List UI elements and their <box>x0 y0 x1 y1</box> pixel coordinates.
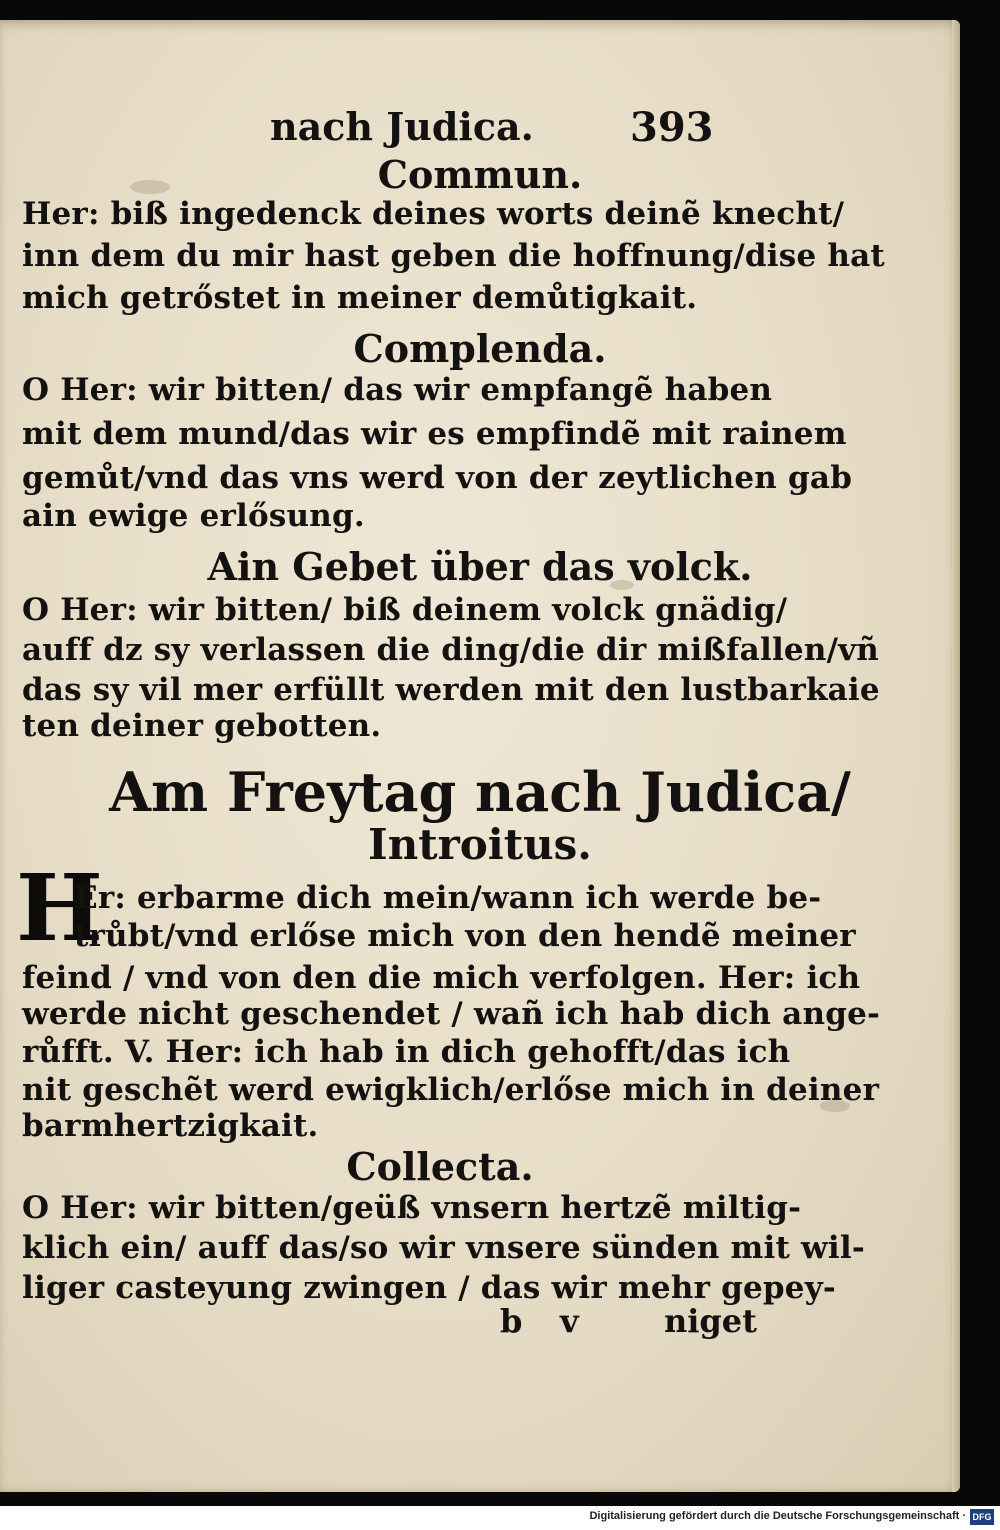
complenda-line: gemůt/vnd das vns werd von der zeytlichen gab <box>22 460 853 496</box>
introitus-line: trůbt/vnd erlőse mich von den hendẽ meiner <box>74 918 856 954</box>
catchword: niget <box>664 1302 757 1340</box>
credit-text: Digitalisierung gefördert durch die Deutsche Forschungsgemeinschaft · <box>589 1510 966 1522</box>
commun-line: inn dem du mir hast geben die hoffnung/dise hat <box>22 238 885 274</box>
credit-bar <box>0 1506 1000 1530</box>
page-text <box>0 20 960 1492</box>
collecta-line: O Her: wir bitten/geüß vnsern hertzẽ miltig- <box>22 1190 802 1226</box>
introitus-line: barmhertzigkait. <box>22 1108 319 1144</box>
complenda-line: mit dem mund/das wir es empfindẽ mit rainem <box>22 416 847 452</box>
freytag-heading: Am Freytag nach Judica/ <box>109 760 851 824</box>
gebet-line: O Her: wir bitten/ biß deinem volck gnädig/ <box>22 592 788 628</box>
gebet-heading: Ain Gebet über das volck. <box>207 544 753 589</box>
complenda-line: O Her: wir bitten/ das wir empfangẽ haben <box>22 372 773 408</box>
introitus-line: feind / vnd von den die mich verfolgen. Her: ich <box>22 960 861 996</box>
page-number: 393 <box>630 104 714 151</box>
dfg-logo-icon: DFG <box>970 1509 994 1525</box>
drop-capital: H <box>16 854 103 962</box>
running-title: nach Judica. <box>270 104 534 149</box>
introitus-line: růfft. V. Her: ich hab in dich gehofft/das ich <box>22 1034 791 1070</box>
signature-mark-v: v <box>560 1302 579 1340</box>
collecta-line: klich ein/ auff das/so wir vnsere sünden mit wil- <box>22 1230 865 1266</box>
complenda-heading: Complenda. <box>353 326 607 371</box>
signature-mark-b: b <box>500 1302 523 1340</box>
book-page <box>0 20 960 1492</box>
gebet-line: das sy vil mer erfüllt werden mit den lustbarkaie <box>22 672 880 708</box>
introitus-line: werde nicht geschendet / wañ ich hab dich ange- <box>22 996 881 1032</box>
collecta-line: liger casteyung zwingen / das wir mehr gepey- <box>22 1270 837 1306</box>
introitus-heading: Introitus. <box>368 820 592 869</box>
gebet-line: ten deiner gebotten. <box>22 708 382 744</box>
complenda-line: ain ewige erlősung. <box>22 498 365 534</box>
introitus-line: nit geschẽt werd ewigklich/erlőse mich in deiner <box>22 1072 880 1108</box>
commun-heading: Commun. <box>377 152 583 197</box>
collecta-heading: Collecta. <box>346 1144 534 1189</box>
gebet-line: auff dz sy verlassen die ding/die dir mißfallen/vñ <box>22 632 880 668</box>
introitus-line: Er: erbarme dich mein/wann ich werde be- <box>74 880 822 916</box>
commun-line: Her: biß ingedenck deines worts deinẽ knecht/ <box>22 196 845 232</box>
commun-line: mich getrőstet in meiner demůtigkait. <box>22 280 698 316</box>
